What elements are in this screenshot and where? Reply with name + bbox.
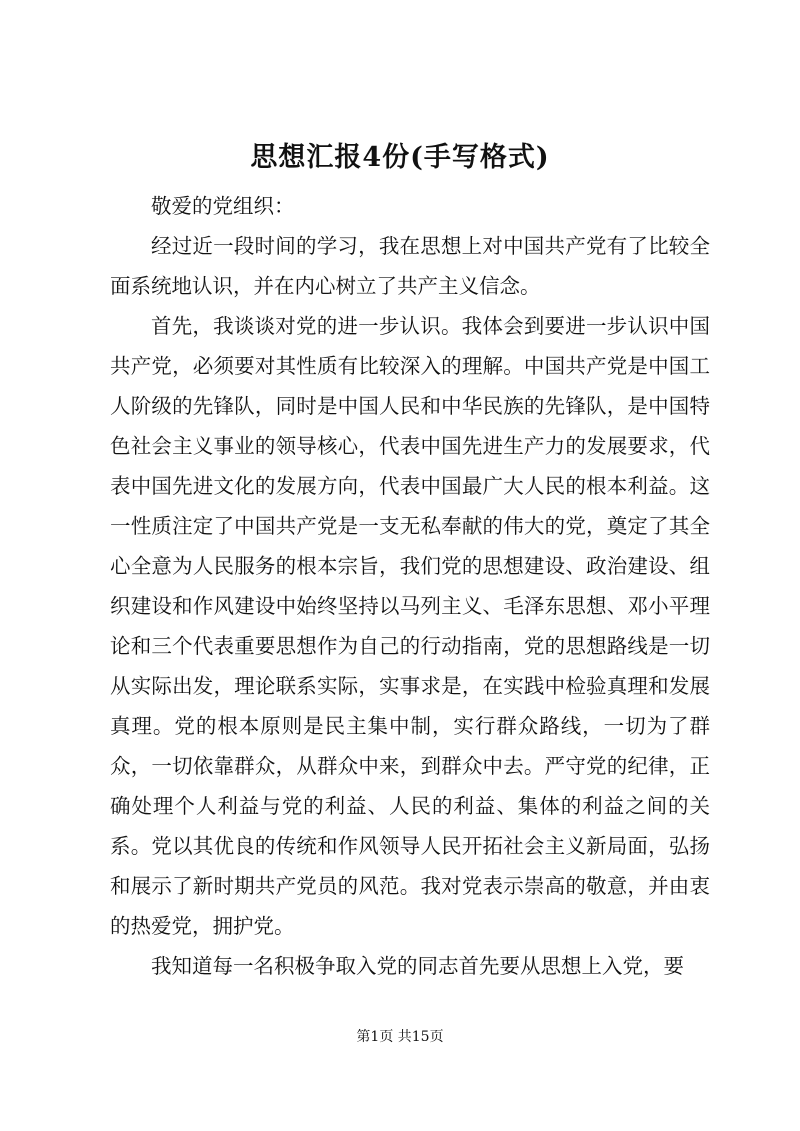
- paragraph-1: 经过近一段时间的学习，我在思想上对中国共产党有了比较全面系统地认识，并在内心树立了共产主义信念。: [110, 234, 710, 298]
- salutation: 敬爱的党组织：: [151, 194, 295, 218]
- page-number-footer: 第1页 共15页: [356, 1029, 444, 1045]
- paragraph-2: 首先，我谈谈对党的进一步认识。我体会到要进一步认识中国共产党，必须要对其性质有比较深入的理解。中国共产党是中国工人阶级的先锋队，同时是中国人民和中华民族的先锋队，是中国特色社会主义事业的领导核心，代表中国先进生产力的发展要求，代表中国先进文化的发展方向，代表中国最广大人民的根本利益。这一性质注定了中国共产党是一支无私奉献的伟大的党，奠定了其全心全意为人民服务的根本宗旨，我们党的思想建设、政治建设、组织建设和作风建设中始终坚持以马列主义、毛泽东思想、邓小平理论和三个代表重要思想作为自己的行动指南，党的思想路线是一切从实际出发，理论联系实际，实事求是，在实践中检验真理和发展真理。党的根本原则是民主集中制，实行群众路线，一切为了群众，一切依靠群众，从群众中来，到群众中去。严守党的纪律，正确处理个人利益与党的利益、人民的利益、集体的利益之间的关系。党以其优良的传统和作风领导人民开拓社会主义新局面，弘扬和展示了新时期共产党员的风范。我对党表示崇高的敬意，并由衷的热爱党，拥护党。: [110, 314, 710, 938]
- document-body: [110, 186, 710, 986]
- document-title: 思想汇报4份(手写格式): [250, 142, 550, 173]
- paragraph-3: 我知道每一名积极争取入党的同志首先要从思想上入党，要: [151, 954, 684, 978]
